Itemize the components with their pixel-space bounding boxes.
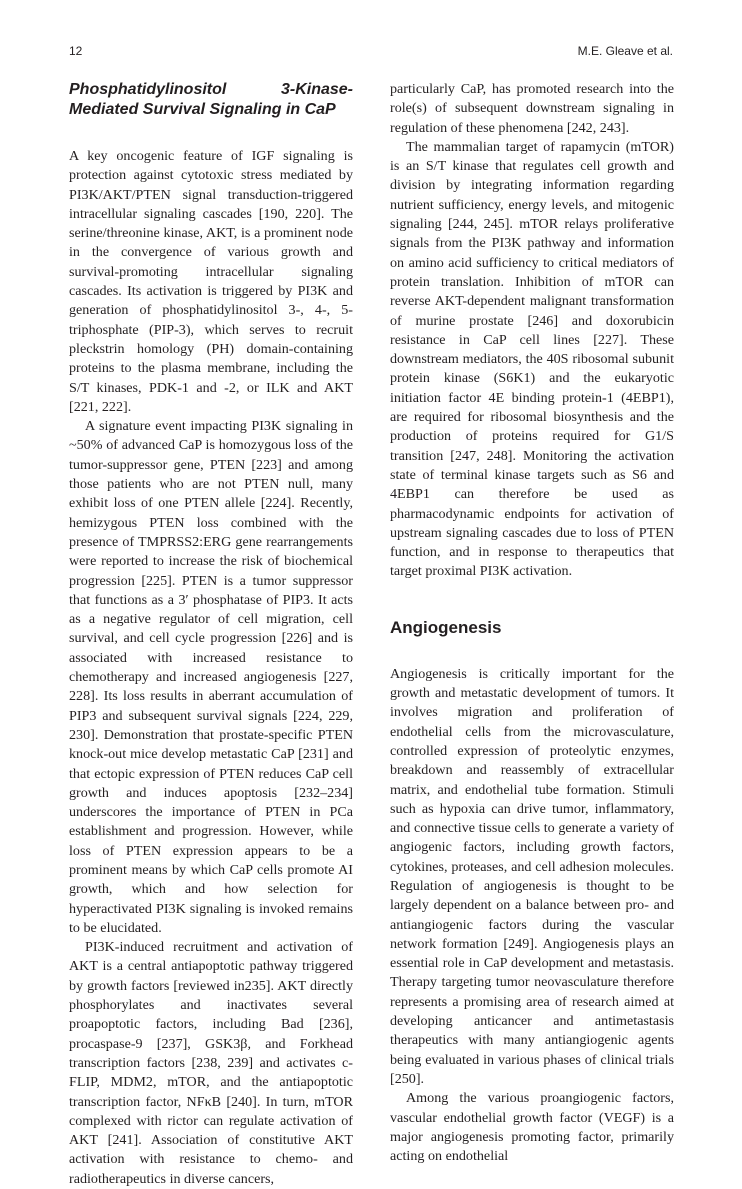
running-authors: M.E. Gleave et al. (577, 44, 673, 58)
paragraph: Among the various proangiogenic factors, vascular endothelial growth factor (VEGF) is a major angiogenesis promoting factor, primarily acting on endothelial (390, 1090, 674, 1165)
running-header (69, 44, 673, 60)
paragraph: A signature event impacting PI3K signaling in ~50% of advanced CaP is homozygous loss of the tumor-suppressor gene, PTEN [223] and among those patients who are not PTEN null, many exhibit loss of one PTEN allele [224]. Recently, hemizygous PTEN loss combined with the presence of TMPRSS2:ERG gene rearrangements were reported to increase the risk of biochemical progression [225]. PTEN is a tumor suppressor that functions as a 3′ phosphatase of PIP3. It acts as a negative regulator of cell migration, cell survival, and cell cycle progression [226] and is associated with increased resistance to chemotherapy and increased angiogenesis [227, 228]. Its loss results in aberrant accumulation of PIP3 and subsequent survival signals [224, 229, 230]. Demonstration that prostate-specific PTEN knock-out mice develop metastatic CaP [231] and that ectopic expression of PTEN reduces CaP cell growth and induces apoptosis [232–234] underscores the importance of PTEN in PCa establishment and progression. However, while loss of PTEN expression appears to be a prominent means by which CaP cells promote AI growth, which and how selection for hyperactivated PI3K signaling is invoked remains to be elucidated. (69, 418, 353, 936)
section-heading-angiogenesis: Angiogenesis (390, 617, 502, 637)
page-number: 12 (69, 44, 83, 58)
paragraph: Angiogenesis is critically important for the growth and metastatic development of tumors. It involves migration and proliferation of endothelial cells from the microvasculature, controlled expression of proteolytic enzymes, breakdown and reassembly of extracellular matrix, and endothelial tube formation. Stimuli such as hypoxia can drive tumor, inflammatory, and connective tissue cells to generate a variety of angiogenic factors, including growth factors, cytokines, proteases, and cell adhesion molecules. Regulation of angiogenesis is thought to be largely dependent on a balance between pro- and antiangiogenic factors during the vascular network formation [249]. Angiogenesis plays an essential role in CaP development and metastasis. Therapy targeting tumor neovasculature therefore represents a promising area of research aimed at developing anticancer and antimetastasis therapeutics with many antiangiogenic agents being evaluated in various phases of clinical trials [250]. (390, 665, 674, 1087)
right-column (390, 80, 674, 1166)
paragraph: The mammalian target of rapamycin (mTOR) is an S/T kinase that regulates cell growth and division by integrating information regarding nutrient sufficiency, energy levels, and mitogenic signaling [244, 245]. mTOR relays proliferative signals from the PI3K pathway and information on amino acid sufficiency to critical mediators of protein translation. Inhibition of mTOR can reverse AKT-dependent malignant transformation of murine prostate [246] and doxorubicin resistance in CaP cell lines [227]. These downstream mediators, the 40S ribosomal subunit protein kinase (S6K1) and the eukaryotic initiation factor 4E binding protein-1 (4EBP1), are required for ribosomal biosynthesis and the production of proteins required for G1/S transition [247, 248]. Monitoring the activation state of terminal kinase targets such as S6 and 4EBP1 can therefore be used as pharmacodynamic endpoints for activation of upstream signaling cascades due to loss of PTEN function, and in response to therapeutics that target proximal PI3K activation. (390, 138, 674, 580)
section-heading-pi3k: Phosphatidylinositol 3-Kinase-Mediated Survival Signaling in CaP (69, 81, 353, 118)
paragraph: PI3K-induced recruitment and activation of AKT is a central antiapoptotic pathway triggered by growth factors [reviewed in235]. AKT directly phosphorylates and inactivates several proapoptotic factors, including Bad [236], procaspase-9 [237], GSK3β, and Forkhead transcription factors [238, 239] and activates c-FLIP, MDM2, mTOR, and the antiapoptotic transcription factor, NFκB [240]. In turn, mTOR complexed with rictor can regulate activation of AKT [241]. Association of constitutive AKT activation with resistance to chemo- and radiotherapeutics in diverse cancers, (69, 939, 353, 1187)
paragraph: particularly CaP, has promoted research into the role(s) of subsequent downstream signaling in regulation of these phenomena [242, 243]. (390, 81, 674, 136)
left-column (69, 80, 353, 1189)
paragraph: A key oncogenic feature of IGF signaling is protection against cytotoxic stress mediated by PI3K/AKT/PTEN signal transduction-triggered intracellular signaling cascades [190, 220]. The serine/threonine kinase, AKT, is a prominent node in the convergence of various growth and survival-promoting intracellular signaling cascades. Its activation is triggered by PI3K and generation of phosphatidylinositol 3-, 4-, 5-triphosphate (PIP-3), which serves to recruit pleckstrin homology (PH) domain-containing proteins to the plasma membrane, including the S/T kinases, PDK-1 and -2, or ILK and AKT [221, 222]. (69, 148, 353, 415)
